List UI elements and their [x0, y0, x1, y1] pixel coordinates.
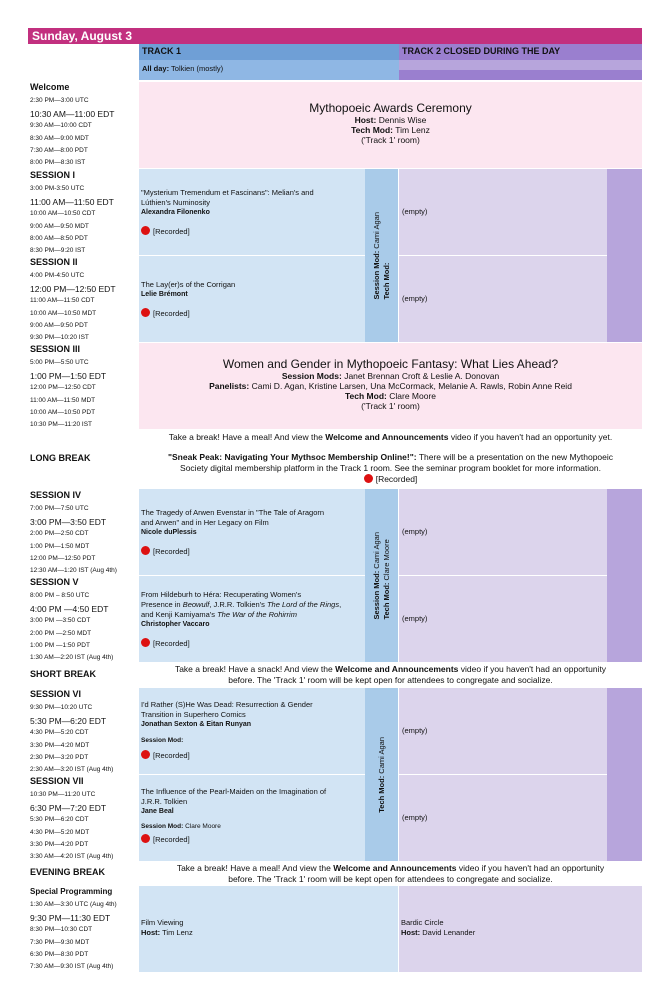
moderators-text: Tech Mod: Cami Agan — [376, 736, 386, 813]
record-icon — [141, 750, 150, 759]
panel-block — [139, 343, 642, 429]
track2-band — [399, 70, 642, 80]
session5-times: SESSION V 8:00 PM – 8:50 UTC 4:00 PM —4:50 EDT 3:00 PM —3:50 CDT 2:00 PM —2:50 MDT 1:00 PM —1:50 PDT 1:30 AM—2:20 IST (Aug 4th) — [30, 577, 114, 662]
recorded-badge: [Recorded] — [141, 638, 363, 649]
session4-talk — [139, 489, 365, 575]
awards-room: ('Track 1' room) — [361, 135, 420, 145]
evening-break-label: EVENING BREAK — [30, 867, 106, 877]
talk-title: "Mysterium Tremendum et Fascinans": Melian's and Lúthien's Numinosity — [141, 188, 314, 207]
awards-block — [139, 82, 642, 168]
recorded-badge: [Recorded] — [141, 546, 363, 557]
break-note-3: Take a break! Have a meal! And view the Welcome and Announcements video if you haven't had an opportunity before. The 'Track 1' room will be kept open for attendees to congregate and socialize. — [176, 863, 605, 884]
bardic-title: Bardic Circle — [401, 918, 444, 927]
panel-tech: Tech Mod: Clare Moore — [344, 391, 437, 401]
talk-author: Jonathan Sexton & Eitan Runyan — [141, 721, 252, 728]
break-note-1: Take a break! Have a meal! And view the Welcome and Announcements video if you haven't had an opportunity yet. — [168, 432, 613, 442]
track2-side-band — [607, 169, 642, 342]
bardic-host: Host: David Lenander — [401, 928, 476, 937]
session2-talk — [139, 256, 365, 342]
talk-author: Alexandra Filonenko — [141, 209, 210, 216]
talk-author: Jane Beal — [141, 808, 174, 815]
talk-author: Nicole duPlessis — [141, 529, 197, 536]
recorded-badge: [Recorded] — [141, 834, 363, 845]
moderators-text: Session Mod: Cami Agan Tech Mod: Clare Moore — [371, 531, 391, 620]
track2-side-band — [607, 688, 642, 861]
awards-tech: Tech Mod: Tim Lenz — [351, 125, 430, 135]
break-note-2: Take a break! Have a snack! And view the Welcome and Announcements video if you haven't had an opportunity before. The 'Track 1' room will be kept open for attendees to congregate and socialize. — [174, 664, 607, 685]
talk-title: I'd Rather (S)He Was Dead: Resurrection & Gender Transition in Superhero Comics — [141, 700, 313, 719]
panel-mods: Session Mods: Janet Brennan Croft & Leslie A. Donovan — [281, 371, 500, 381]
moderators-strip-2 — [365, 489, 398, 662]
welcome-times: Welcome 2:30 PM—3:00 UTC 10:30 AM—11:00 EDT 9:30 AM—10:00 CDT 8:30 AM—9:00 MDT 7:30 AM—8:00 PDT 8:00 PM—8:30 IST — [30, 82, 115, 167]
page-title: Sunday, August 3 — [28, 28, 642, 44]
talk-title: From Hildeburh to Héra: Recuperating Women's Presence in Beowulf, J.R.R. Tolkien's The Lord of the Rings, and Kenji Kamiyama's The War of the Rohirrim — [141, 590, 342, 619]
panel-panelists: Panelists: Cami D. Agan, Kristine Larsen, Una McCormack, Melanie A. Rawls, Robin Anne Reid — [209, 381, 572, 391]
recorded-badge: [Recorded] — [141, 226, 363, 237]
record-icon — [141, 308, 150, 317]
talk-author: Lelie Brémont — [141, 291, 188, 298]
session7-talk — [139, 775, 365, 861]
talk-title: The Tragedy of Arwen Evenstar in "The Tale of Aragorn and Arwen" and in Her Legacy on Film — [141, 508, 325, 527]
record-icon — [141, 834, 150, 843]
awards-title: Mythopoeic Awards Ceremony — [309, 101, 472, 115]
record-icon — [141, 638, 150, 647]
track2-side-band — [607, 489, 642, 662]
recorded-badge: [Recorded] — [141, 308, 363, 319]
track2-slot: (empty) — [399, 256, 607, 342]
track2-slot: (empty) — [399, 775, 607, 861]
session1-times: SESSION I 3:00 PM-3:50 UTC 11:00 AM—11:50 EDT 10:00 AM—10:50 CDT 9:00 AM—9:50 MDT 8:00 AM—8:50 PDT 8:30 PM—9:20 IST — [30, 170, 114, 255]
session4-times: SESSION IV 7:00 PM—7:50 UTC 3:00 PM—3:50 EDT 2:00 PM—2:50 CDT 1:00 PM—1:50 MDT 12:00 PM—12:50 PDT 12:30 AM—1:20 IST (Aug 4th) — [30, 490, 117, 575]
session3-times: SESSION III 5:00 PM—5:50 UTC 1:00 PM—1:50 EDT 12:00 PM—12:50 CDT 11:00 AM—11:50 MDT 10:00 AM—10:50 PDT 10:30 PM—11:20 IST — [30, 344, 107, 429]
film-title: Film Viewing — [141, 918, 184, 927]
sneak-peak-note: "Sneak Peak: Navigating Your Mythsoc Membership Online!": There will be a presentation on the new Mythopoeic Society digital membership platform in the Track 1 room. See the seminar program booklet for more information. [Recorded] — [167, 452, 614, 484]
session-mod: Session Mod: Clare Moore — [141, 823, 221, 830]
session5-talk — [139, 576, 365, 662]
special-times: Special Programming 1:30 AM—3:30 UTC (Aug 4th) 9:30 PM—11:30 EDT 8:30 PM—10:30 CDT 7:30 PM—9:30 MDT 6:30 PM—8:30 PDT 7:30 AM—9:30 IST (Aug 4th) — [30, 887, 117, 971]
recorded-badge: [Recorded] — [141, 750, 363, 761]
session6-times: SESSION VI 9:30 PM—10:20 UTC 5:30 PM—6:20 EDT 4:30 PM—5:20 CDT 3:30 PM—4:20 MDT 2:30 PM—3:20 PDT 2:30 AM—3:20 IST (Aug 4th) — [30, 689, 114, 774]
track2-slot: (empty) — [399, 489, 607, 575]
track2-slot: (empty) — [399, 576, 607, 662]
moderators-text: Session Mod: Cami Agan Tech Mod: — [371, 211, 391, 300]
panel-title: Women and Gender in Mythopoeic Fantasy: What Lies Ahead? — [222, 357, 559, 371]
track2-slot: (empty) — [399, 688, 607, 774]
session-mod: Session Mod: — [141, 737, 184, 744]
session1-talk — [139, 169, 365, 255]
panel-room: ('Track 1' room) — [361, 401, 420, 411]
film-viewing-block — [139, 886, 398, 972]
record-icon — [141, 226, 150, 235]
track2-band — [399, 60, 642, 70]
track2-header: TRACK 2 CLOSED DURING THE DAY — [399, 44, 642, 60]
awards-host: Host: Dennis Wise — [354, 115, 427, 125]
session6-talk — [139, 688, 365, 774]
record-icon — [141, 546, 150, 555]
allday-note: All day: Tolkien (mostly) — [139, 60, 399, 80]
moderators-strip-3 — [365, 688, 398, 861]
talk-title: The Influence of the Pearl-Maiden on the Imagination of J.R.R. Tolkien — [141, 787, 327, 806]
track2-slot: (empty) — [399, 169, 607, 255]
session2-times: SESSION II 4:00 PM-4:50 UTC 12:00 PM—12:50 EDT 11:00 AM—11:50 CDT 10:00 AM—10:50 MDT 9:00 AM—9:50 PDT 9:30 PM—10:20 IST — [30, 257, 116, 342]
session7-times: SESSION VII 10:30 PM—11:20 UTC 6:30 PM—7:20 EDT 5:30 PM—6:20 CDT 4:30 PM—5:20 MDT 3:30 PM—4:20 PDT 3:30 AM—4:20 IST (Aug 4th) — [30, 776, 114, 861]
talk-title: The Lay(er)s of the Corrigan — [141, 280, 236, 289]
record-icon — [364, 474, 373, 483]
long-break-label: LONG BREAK — [30, 453, 91, 463]
moderators-strip-1 — [365, 169, 398, 342]
short-break-label: SHORT BREAK — [30, 669, 97, 679]
bardic-circle-block — [399, 886, 642, 972]
talk-author: Christopher Vaccaro — [141, 621, 210, 628]
film-host: Host: Tim Lenz — [141, 928, 193, 937]
track1-header: TRACK 1 — [139, 44, 399, 60]
